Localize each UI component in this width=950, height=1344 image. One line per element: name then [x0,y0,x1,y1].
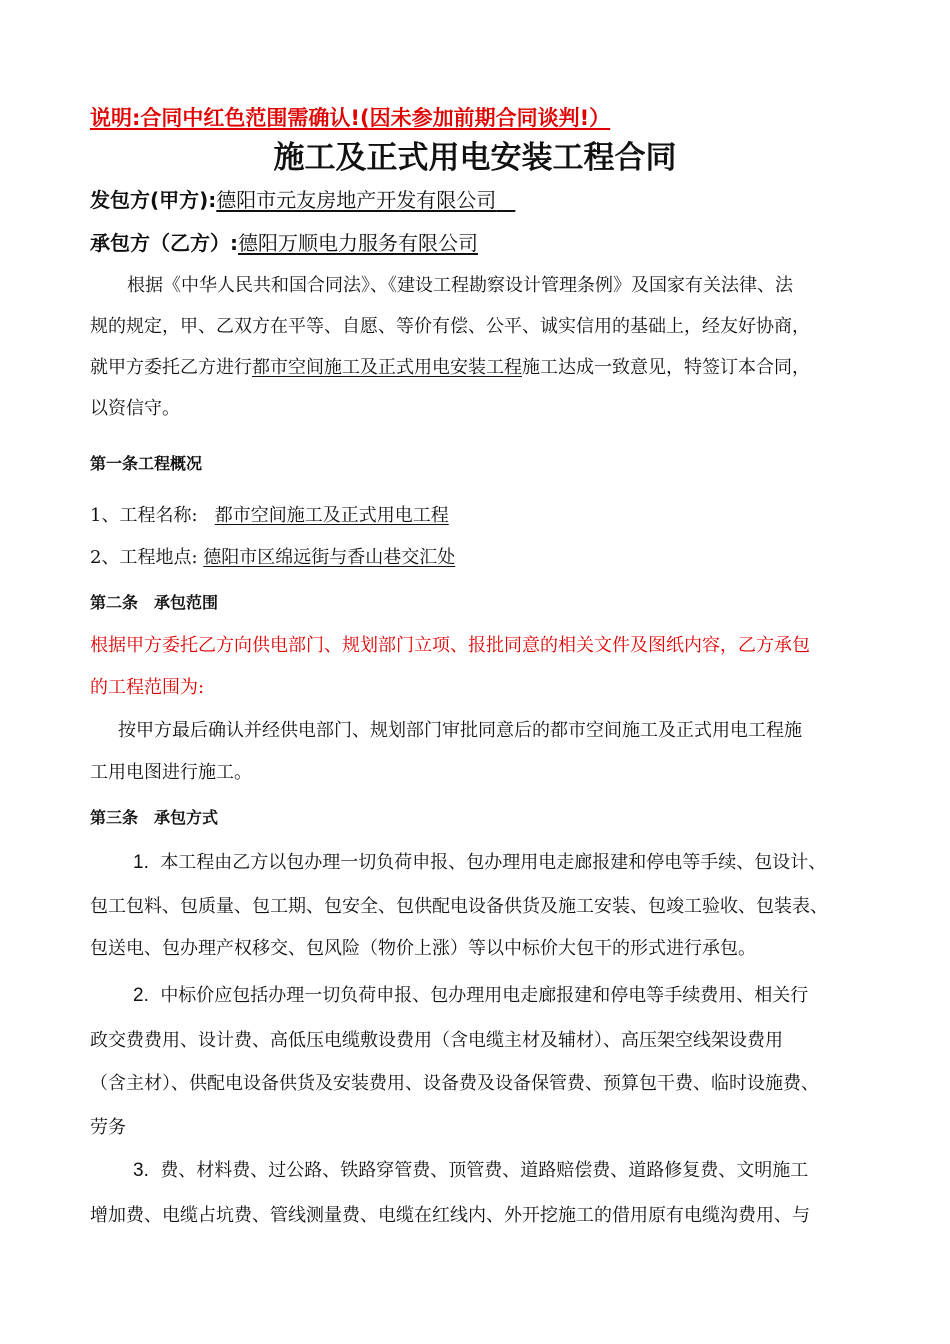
p1-number: 1. [133,852,149,873]
party-b-line [90,231,478,255]
item-2-label: 2、工程地点: [90,547,198,568]
article-2-red-line-1: 根据甲方委托乙方向供电部门、规划部门立项、报批同意的相关文件及图纸内容，乙方承包 [90,635,810,656]
item-1-label: 1、工程名称: [90,505,198,526]
intro-line-3 [90,356,810,380]
article-2-heading: 第二条 承包范围 [90,593,219,612]
article-3-p1-line-1 [133,851,826,875]
contract-title: 施工及正式用电安装工程合同 [273,140,677,176]
article-3-p3-line-2: 增加费、电缆占坑费、管线测量费、电缆在红线内、外开挖施工的借用原有电缆沟费用、与 [90,1205,810,1226]
project-name-underlined: 都市空间施工及正式用电安装工程 [252,357,522,378]
p2-text-1: 中标价应包括办理一切负荷申报、包办理用电走廊报建和停电等手续费用、相关行 [160,985,809,1006]
party-a-line [90,188,515,212]
article-2-line-2: 工用电图进行施工。 [90,762,252,783]
item-1-value: 都市空间施工及正式用电工程 [214,505,449,526]
party-a-value: 德阳市元友房地产开发有限公司 [216,188,497,212]
article-3-heading: 第三条 承包方式 [90,808,219,827]
intro-line-2: 规的规定，甲、乙双方在平等、自愿、等价有偿、公平、诚实信用的基础上，经友好协商， [90,316,810,337]
p3-text-1: 费、材料费、过公路、铁路穿管费、顶管费、道路赔偿费、道路修复费、文明施工 [160,1160,809,1181]
article-2-red-line-2: 的工程范围为: [90,677,205,698]
article-3-p2-line-2: 政交费费用、设计费、高低压电缆敷设费用（含电缆主材及辅材）、高压架空线架设费用 [90,1030,783,1051]
p1-text-1: 本工程由乙方以包办理一切负荷申报、包办理用电走廊报建和停电等手续、包设计、 [160,852,827,873]
article-3-p1-line-3: 包送电、包办理产权移交、包风险（物价上涨）等以中标价大包干的形式进行承包。 [90,938,756,959]
intro-line-3-pre: 就甲方委托乙方进行 [90,357,252,378]
article-3-p2-line-3: （含主材）、供配电设备供货及安装费用、设备费及设备保管费、预算包干费、临时设施费、 [90,1073,819,1094]
article-3-p2-line-4: 劳务 [90,1117,126,1138]
confirmation-note: 说明:合同中红色范围需确认!(因未参加前期合同谈判!） [90,106,611,130]
article-3-p2-line-1 [133,984,808,1008]
p3-number: 3. [133,1160,149,1181]
article-1-heading: 第一条工程概况 [90,454,203,473]
article-1-item-1 [90,504,449,528]
article-2-line-1: 按甲方最后确认并经供电部门、规划部门审批同意后的都市空间施工及正式用电工程施 [118,720,802,741]
article-3-p1-line-2: 包工包料、包质量、包工期、包安全、包供配电设备供货及施工安装、包竣工验收、包装表、 [90,896,828,917]
intro-line-1: 根据《中华人民共和国合同法》、《建设工程勘察设计管理条例》及国家有关法律、法 [127,275,793,296]
party-b-label: 承包方（乙方）: [90,231,238,255]
article-3-p3-line-1 [133,1159,808,1183]
party-a-label: 发包方(甲方): [90,188,217,212]
party-b-value: 德阳万顺电力服务有限公司 [238,231,478,255]
intro-line-3-post: 施工达成一致意见，特签订本合同， [522,357,810,378]
article-1-item-2 [90,546,455,570]
intro-line-4: 以资信守。 [90,398,180,419]
item-2-value: 德阳市区绵远街与香山巷交汇处 [203,547,456,568]
p2-number: 2. [133,985,149,1006]
